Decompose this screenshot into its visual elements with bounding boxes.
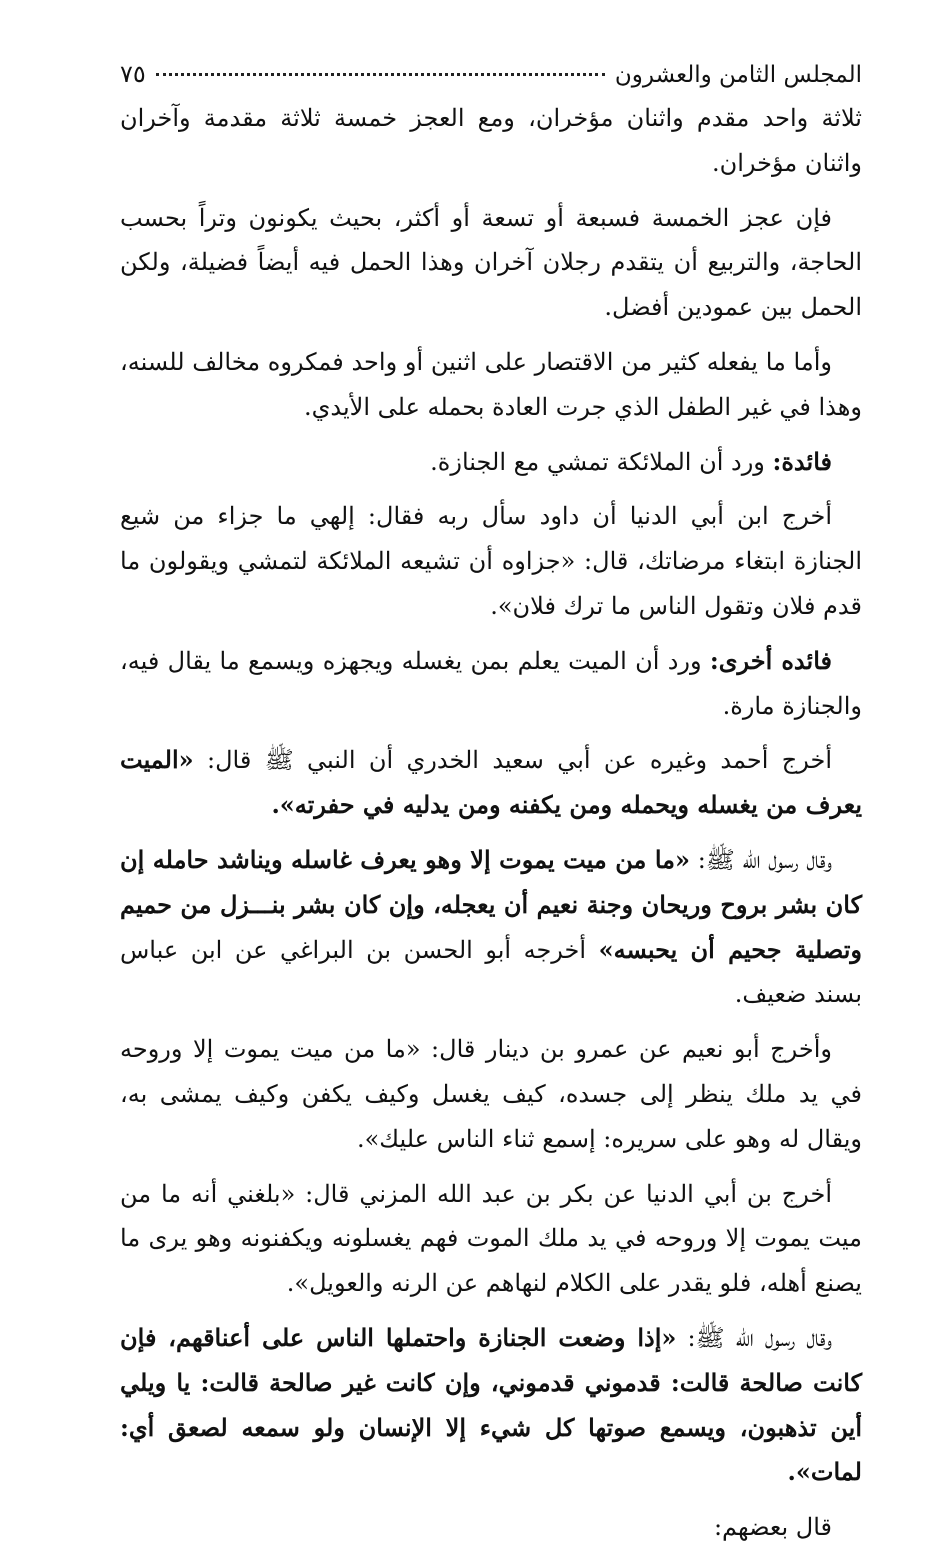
paragraph-2: فإن عجز الخمسة فسبعة أو تسعة أو أكثر، بحيث يكونون وتراً بحسب الحاجة، والتربيع أن يتقدم رجلان آخران وهذا الحمل فيه أيضاً فضيلة، ولكن الحمل بين عمودين أفضل.	[120, 203, 862, 322]
paragraph-10: أخرج بن أبي الدنيا عن بكر بن عبد الله المزني قال: «بلغني أنه ما من ميت يموت إلا وروحه في يد ملك الموت فهم يغسلونه ويكفنونه وهو يرى ما يصنع أهله، فلو يقدر على الكلام لنهاهم عن الرنه والعويل».	[120, 1179, 862, 1298]
page-header	[120, 52, 862, 96]
paragraph-9: وأخرج أبو نعيم عن عمرو بن دينار قال: «ما من ميت يموت إلا وروحه في يد ملك ينظر إلى جسده، كيف يغسل وكيف يكفن وكيف يمشى به، ويقال له وهو على سريره: إسمع ثناء الناس عليك».	[120, 1035, 862, 1153]
benefit-label: فائدة:	[772, 446, 832, 476]
hadith-intro: وقال رسول الله ﷺ:	[690, 845, 832, 874]
hadith-intro: وقال رسول الله ﷺ:	[676, 1323, 832, 1352]
paragraph-8	[120, 838, 862, 1017]
document-page	[120, 52, 862, 1560]
page-number: ٧٥	[120, 60, 146, 88]
hadith-text: «الميت يعرف من يغسله ويحمله ومن يكفنه ومن يدليه في حفرته».	[120, 745, 862, 820]
leader-dots	[156, 73, 605, 76]
benefit-text: ورد أن الملائكة تمشي مع الجنازة.	[430, 447, 773, 476]
hadith-intro: أخرج أحمد وغيره عن أبي سعيد الخدري أن النبي ﷺ قال:	[193, 746, 832, 775]
another-benefit-text: ورد أن الميت يعلم بمن يغسله ويجهزه ويسمع ما يقال فيه، والجنازة مارة.	[120, 646, 862, 720]
paragraph-6	[120, 639, 862, 729]
hadith-text: «إذا وضعت الجنازة واحتملها الناس على أعناقهم، فإن كانت صالحة قالت: قدموني قدموني، وإن كانت غير صالحة قالت: يا ويلي أين تذهبون، ويسمع صوتها كل شيء إلا الإنسان ولو سمعه لصعق أي: لمات».	[120, 1322, 862, 1487]
chapter-title: المجلس الثامن والعشرون	[614, 62, 862, 88]
paragraph-12: قال بعضهم:	[713, 1513, 832, 1542]
another-benefit-label: فائده أخرى:	[709, 645, 832, 675]
paragraph-3: وأما ما يفعله كثير من الاقتصار على اثنين أو واحد فمكروه مخالف للسنه، وهذا في غير الطفل الذي جرت العادة بحمله على الأيدي.	[120, 347, 862, 421]
hadith-source: أخرجه أبو الحسن بن البراغي عن ابن عباس بسند ضعيف.	[120, 935, 862, 1009]
paragraph-4	[120, 440, 862, 485]
paragraph-7	[120, 738, 862, 828]
paragraph-11	[120, 1316, 862, 1495]
paragraph-1: ثلاثة واحد مقدم واثنان مؤخران، ومع العجز خمسة ثلاثة مقدمة وآخران واثنان مؤخران.	[120, 104, 862, 177]
hadith-text: «ما من ميت يموت إلا وهو يعرف غاسله ويناشد حامله إن كان بشر بروح وريحان وجنة نعيم أن يعجله، وإن كان بشر بنـــزل من حميم وتصلية جحيم أن يحبسه»	[120, 844, 862, 964]
paragraph-5: أخرج ابن أبي الدنيا أن داود سأل ربه فقال: إلهي ما جزاء من شيع الجنازة ابتغاء مرضاتك، قال: «جزاوه أن تشيعه الملائكة لتمشي ويقولون ما قدم فلان وتقول الناس ما ترك فلان».	[120, 502, 862, 620]
